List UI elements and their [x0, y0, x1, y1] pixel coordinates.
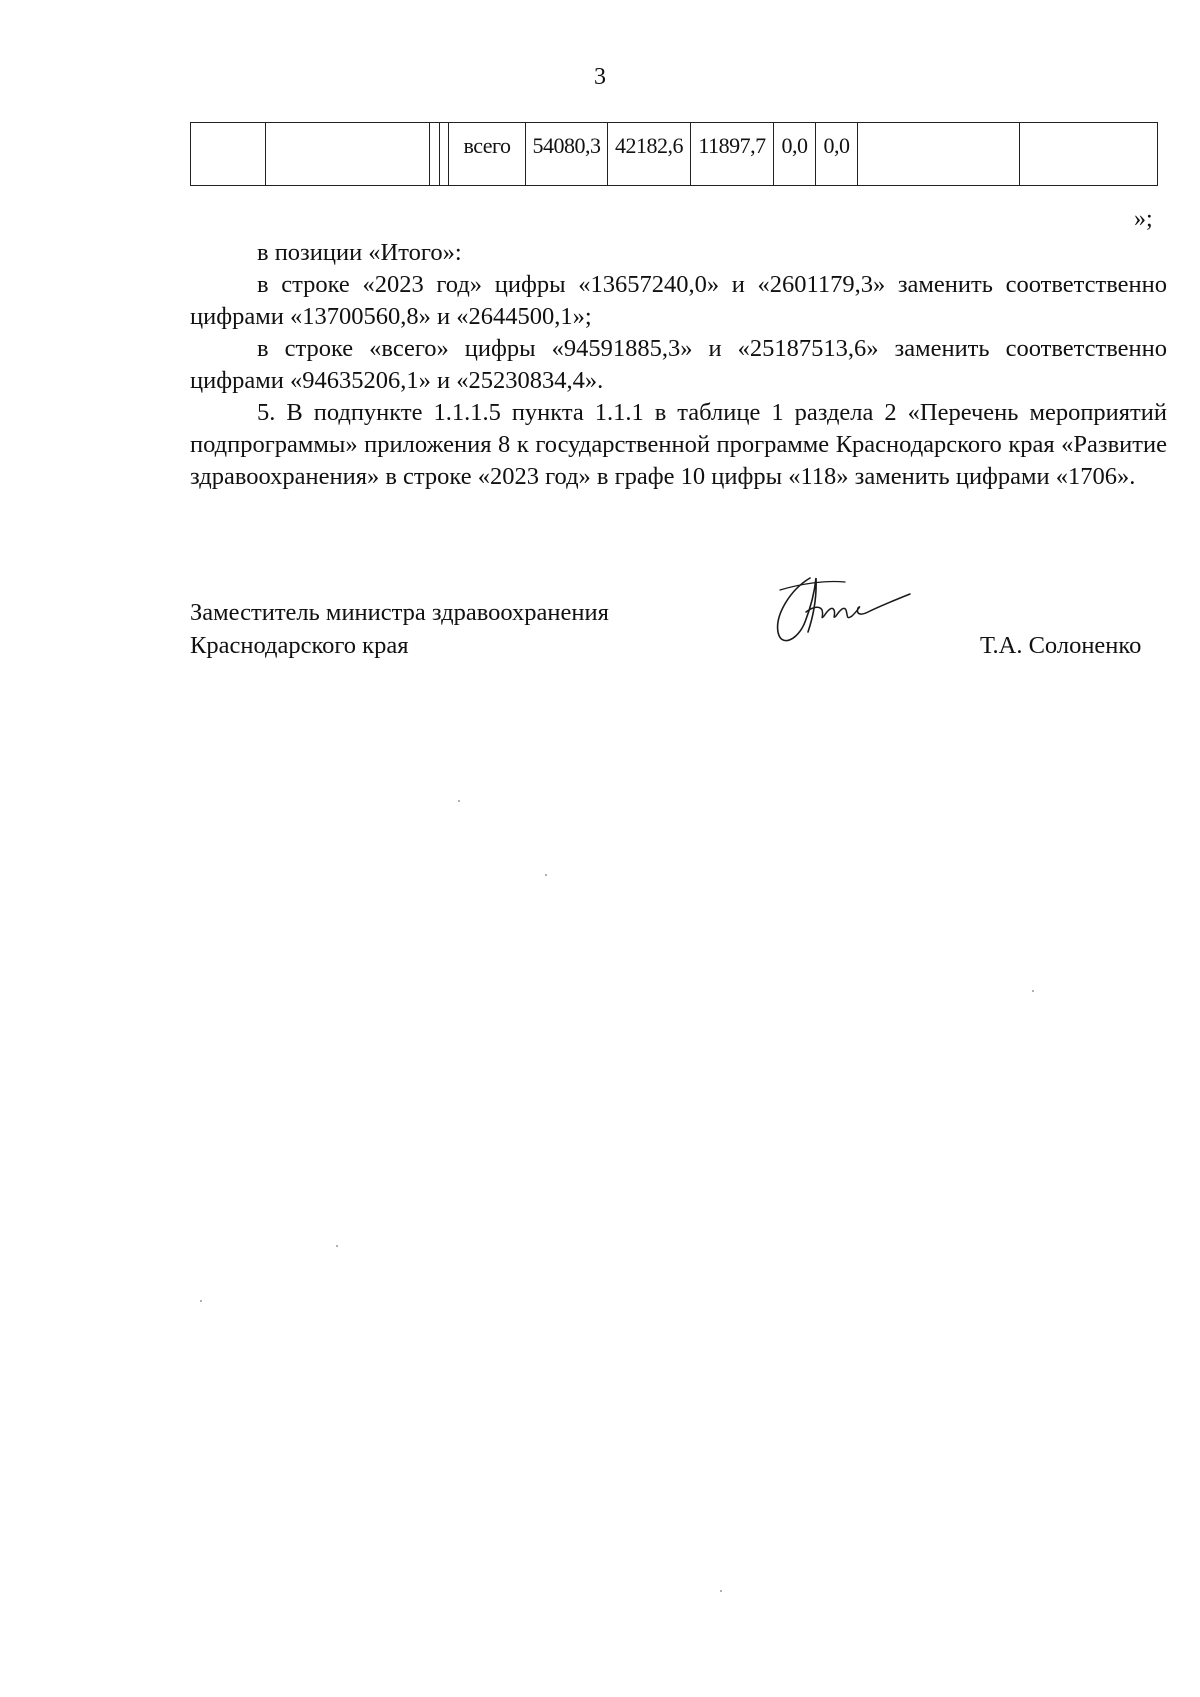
signatory-name: Т.А. Солоненко: [980, 632, 1142, 659]
table-cell-empty: [430, 123, 440, 185]
budget-table-row: [190, 122, 1158, 186]
table-cell-label: всего: [449, 123, 526, 185]
scan-speck: [458, 800, 460, 802]
paragraph: в строке «всего» цифры «94591885,3» и «25187513,6» заменить соответственно цифрами «94635206,1» и «25230834,4».: [190, 335, 1167, 394]
table-cell-empty: [440, 123, 449, 185]
table-cell-empty: [266, 123, 430, 185]
scan-speck: [336, 1245, 338, 1247]
page-number: 3: [594, 64, 606, 90]
signatory-position: [190, 596, 609, 662]
table-cell-empty: [1020, 123, 1158, 185]
paragraph: 5. В подпункте 1.1.1.5 пункта 1.1.1 в таблице 1 раздела 2 «Перечень мероприятий подпрограммы» приложения 8 к государственной программе Краснодарского края «Развитие здравоохранения» в строке «2023 год» в графе 10 цифры «118» заменить цифрами «1706».: [190, 399, 1167, 490]
signatory-position-line: Заместитель министра здравоохранения: [190, 599, 609, 626]
table-cell-value: 54080,3: [526, 123, 608, 185]
signatory-position-line: Краснодарского края: [190, 632, 409, 659]
handwritten-signature: [770, 570, 920, 670]
closing-quote: »;: [1134, 206, 1153, 232]
scan-speck: [200, 1300, 202, 1302]
table-cell-value: 11897,7: [691, 123, 774, 185]
table-cell-value: 42182,6: [608, 123, 691, 185]
paragraph: в строке «2023 год» цифры «13657240,0» и «2601179,3» заменить соответственно цифрами «13700560,8» и «2644500,1»;: [190, 271, 1167, 330]
scan-speck: [720, 1590, 722, 1592]
table-cell-value: 0,0: [774, 123, 816, 185]
table-cell-empty: [858, 123, 1020, 185]
scan-speck: [545, 874, 547, 876]
table-cell-value: 0,0: [816, 123, 858, 185]
scan-speck: [1032, 990, 1034, 992]
paragraph: в позиции «Итого»:: [257, 239, 462, 266]
table-cell-empty: [191, 123, 266, 185]
